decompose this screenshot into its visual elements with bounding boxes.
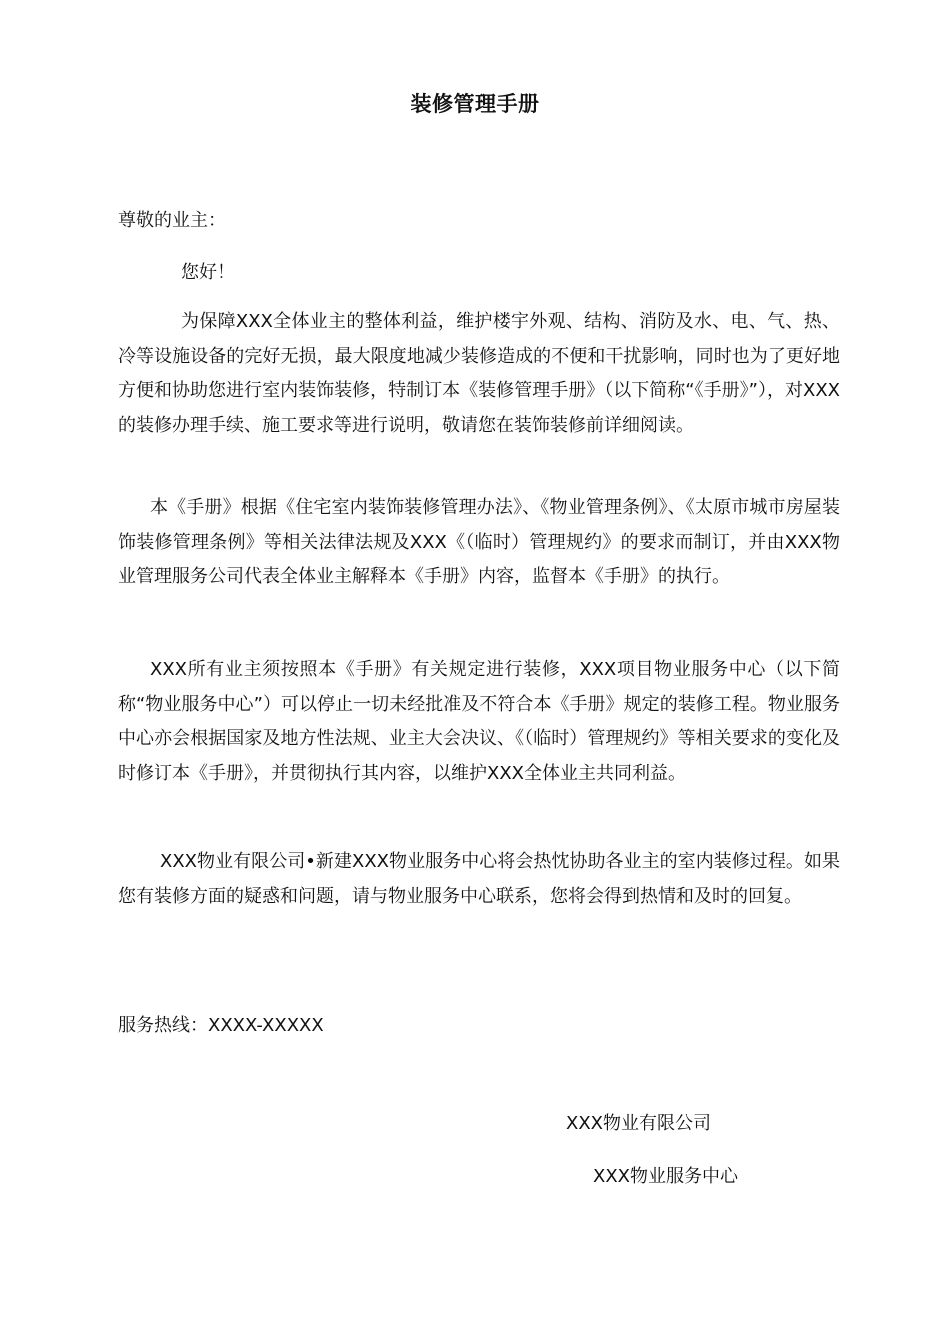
paragraph-enforcement: XXX所有业主须按照本《手册》有关规定进行装修，XXX项目物业服务中心（以下简称“物业服务中心”）可以停止一切未经批准及不符合本《手册》规定的装修工程。物业服务中心亦会根据国家及地方性法规、业主大会决议、《（临时）管理规约》等相关要求的变化及时修订本《手册》，并贯彻执行其内容，以维护XXX全体业主共同利益。 <box>118 659 840 784</box>
signature-company: XXX物业有限公司 <box>566 1113 711 1134</box>
paragraph-purpose: 为保障XXX全体业主的整体利益，维护楼宇外观、结构、消防及水、电、气、热、冷等设施设备的完好无损，最大限度地减少装修造成的不便和干扰影响，同时也为了更好地方便和协助您进行室内装饰装修，特制订本《装修管理手册》（以下简称“《手册》”），对XXX的装修办理手续、施工要求等进行说明，敬请您在装饰装修前详细阅读。 <box>118 311 840 436</box>
paragraph-assistance: XXX物业有限公司•新建XXX物业服务中心将会热忱协助各业主的室内装修过程。如果您有装修方面的疑惑和问题，请与物业服务中心联系，您将会得到热情和及时的回复。 <box>118 851 840 907</box>
salutation: 尊敬的业主： <box>118 210 226 231</box>
greeting: 您好！ <box>181 262 235 283</box>
signature-service-center: XXX物业服务中心 <box>593 1166 738 1187</box>
paragraph-basis: 本《手册》根据《住宅室内装饰装修管理办法》、《物业管理条例》、《太原市城市房屋装饰装修管理条例》等相关法律法规及XXX《（临时）管理规约》的要求而制订，并由XXX物业管理服务公司代表全体业主解释本《手册》内容，监督本《手册》的执行。 <box>118 497 840 587</box>
document-title: 装修管理手册 <box>410 92 540 116</box>
service-hotline: 服务热线：XXXX-XXXXX <box>118 1015 324 1036</box>
